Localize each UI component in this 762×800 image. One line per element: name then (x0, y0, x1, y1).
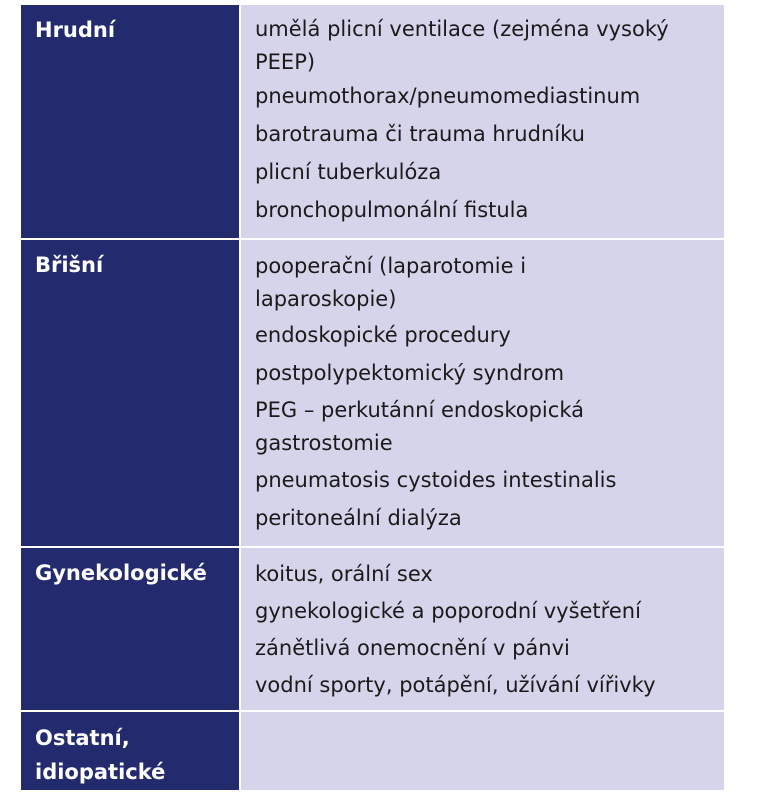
category-label: Ostatní, idiopatické (35, 726, 166, 784)
category-label: Břišní (35, 253, 104, 277)
list-item: umělá plicní ventilace (zejména vysoký PEEP) (255, 17, 669, 74)
list-item: plicní tuberkulóza (255, 160, 442, 184)
items-cell (241, 5, 724, 238)
list-item: koitus, orální sex (255, 562, 433, 586)
category-label: Hrudní (35, 18, 116, 42)
table-row-gynekologicke (21, 548, 724, 712)
table-row-hrudni (21, 5, 724, 240)
table-row-brisni (21, 240, 724, 548)
list-item: pneumatosis cystoides intestinalis (255, 468, 617, 492)
list-item: vodní sporty, potápění, užívání vířivky (255, 673, 656, 697)
list-item: postpolypektomický syndrom (255, 361, 565, 385)
list-item: barotrauma či trauma hrudníku (255, 122, 585, 146)
list-item: peritoneální dialýza (255, 506, 462, 530)
causes-table (21, 5, 724, 790)
list-item: endoskopické procedury (255, 323, 511, 347)
list-item: zánětlivá onemocnění v pánvi (255, 636, 570, 660)
list-item: pooperační (laparotomie i laparoskopie) (255, 254, 527, 311)
list-item: pneumothorax/pneumomediastinum (255, 84, 641, 108)
category-cell (21, 240, 241, 546)
items-cell (241, 712, 724, 790)
category-label: Gynekologické (35, 561, 207, 585)
list-item: PEG – perkutánní endoskopická gastrostomie (255, 398, 584, 455)
table-row-ostatni (21, 712, 724, 790)
category-cell (21, 548, 241, 710)
category-cell (21, 712, 241, 790)
list-item: bronchopulmonální fistula (255, 198, 529, 222)
items-cell (241, 240, 724, 546)
list-item: gynekologické a poporodní vyšetření (255, 599, 641, 623)
items-cell (241, 548, 724, 710)
category-cell (21, 5, 241, 238)
